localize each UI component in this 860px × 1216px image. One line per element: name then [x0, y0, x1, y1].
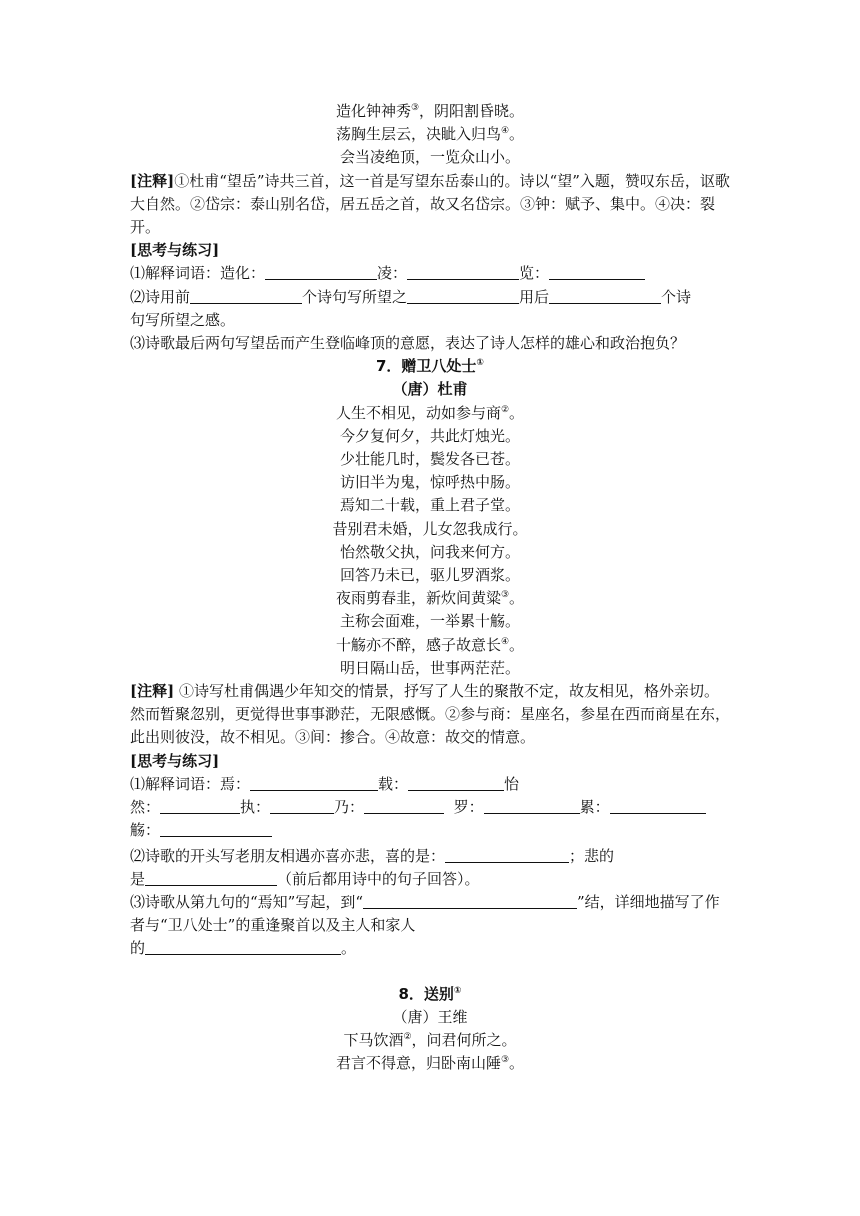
footnote-mark: ② [403, 1031, 412, 1042]
footnote-mark: ④ [500, 636, 510, 647]
verse-line: 下马饮酒②，问君何所之。 [343, 1030, 517, 1049]
verse-line: 人生不相见，动如参与商②。 [335, 403, 525, 422]
spacer [130, 961, 730, 983]
verse-line: 焉知二十载，重上君子堂。 [339, 496, 520, 515]
verse-line: 君言不得意，归卧南山陲③。 [335, 1054, 525, 1073]
exercise-heading: [思考与练习] [130, 751, 220, 770]
note-label: [注释] [130, 171, 175, 190]
footnote-mark: ② [500, 404, 510, 415]
verse-line: 昔别君未婚，儿女忽我成行。 [332, 519, 528, 538]
verse-line: 今夕复何夕，共此灯烛光。 [339, 426, 520, 445]
verse-line: 夜雨剪春韭，新炊间黄粱③。 [335, 589, 525, 608]
question-1-cont: 然： 执： 乃： 罗： 累： [130, 796, 730, 819]
document-page [130, 100, 730, 1075]
verse-line: 造化钟神秀③，阴阳割昏晓。 [335, 102, 525, 120]
poem7-verse [130, 402, 730, 680]
exercise-heading: [思考与练习] [130, 241, 220, 260]
verse-line: 主称会面难，一举累十觞。 [339, 612, 520, 631]
answer-blank[interactable] [160, 821, 272, 837]
footnote-mark: ③ [500, 1055, 510, 1066]
verse-line: 十觞亦不醉，感子故意长④。 [335, 635, 525, 654]
answer-blank[interactable] [265, 264, 377, 280]
footnote-mark: ① [476, 358, 485, 369]
poem8-author: （唐）王维 [392, 1007, 468, 1026]
question-3-cont: 的 。 [130, 939, 357, 958]
question-2-cont: 是 （前后都用诗中的句子回答）。 [130, 869, 480, 888]
verse-line: 荡胸生层云，决眦入归鸟④。 [335, 125, 525, 144]
note-text: ①诗写杜甫偶遇少年知交的情景，抒写了人生的聚散不定，故友相见，格外亲切。然而暂聚忽别，更觉得世事事渺茫，无限感慨。②参与商：星座名，参星在西而商星在东，此出则彼没，故不相见。③间：掺合。④故意：故交的情意。 [130, 682, 731, 747]
answer-blank[interactable] [408, 775, 504, 791]
answer-blank[interactable] [407, 288, 519, 304]
question-1: ⑴解释词语：造化： 凌： 览： [130, 262, 730, 285]
poem6-notes [130, 170, 730, 240]
answer-blank[interactable] [549, 288, 661, 304]
answer-blank[interactable] [270, 798, 334, 814]
question-1-cont2: 觞： [130, 819, 730, 842]
answer-blank[interactable] [363, 893, 577, 909]
answer-blank[interactable] [160, 798, 240, 814]
answer-blank[interactable] [145, 939, 341, 955]
footnote-mark: ③ [500, 590, 510, 601]
verse-line: 回答乃未已，驱儿罗酒浆。 [339, 566, 520, 585]
verse-line: 访旧半为鬼，惊呼热中肠。 [339, 473, 520, 492]
answer-blank[interactable] [364, 798, 444, 814]
question-3: ⑶诗歌最后两句写望岳而产生登临峰顶的意愿，表达了诗人怎样的雄心和政治抱负？ [130, 334, 686, 353]
poem8-verse [130, 1029, 730, 1075]
poem7-notes [130, 680, 730, 750]
question-2: ⑵诗歌的开头写老朋友相遇亦喜亦悲，喜的是： ；悲的 [130, 846, 615, 865]
verse-line: 怡然敬父执，问我来何方。 [339, 542, 520, 561]
answer-blank[interactable] [484, 798, 580, 814]
footnote-mark: ① [453, 985, 462, 996]
verse-line: 少壮能几时，鬓发各已苍。 [339, 450, 520, 469]
question-2: ⑵诗用前 个诗句写所望之 用后 个诗 [130, 287, 692, 306]
verse-line: 明日隔山岳，世事两茫茫。 [339, 658, 520, 677]
note-text: ①杜甫“望岳”诗共三首，这一首是写望东岳泰山的。诗以“望”入题，赞叹东岳，讴歌大自然。②岱宗：泰山别名岱，居五岳之首，故又名岱宗。③钟：赋予、集中。④决：裂开。 [130, 171, 730, 237]
answer-blank[interactable] [549, 264, 645, 280]
answer-blank[interactable] [445, 847, 569, 863]
note-label: [注释] [130, 682, 175, 701]
answer-blank[interactable] [145, 870, 277, 886]
question-1: ⑴解释词语：焉： 载： 怡 [130, 774, 520, 793]
poem8-title: 8．送别① [398, 984, 462, 1003]
answer-blank[interactable] [610, 798, 706, 814]
verse-line: 会当凌绝顶，一览众山小。 [339, 148, 520, 167]
poem6-verse [130, 100, 730, 170]
question-2-cont: 句写所望之感。 [130, 310, 236, 329]
poem7-title: 7．赠卫八处士① [375, 357, 485, 376]
answer-blank[interactable] [407, 264, 519, 280]
answer-blank[interactable] [250, 775, 378, 791]
question-3: ⑶诗歌从第九句的“焉知”写起，到“ ”结，详细地描写了作者与“卫八处士”的重逢聚首以及主人和家人 [130, 892, 720, 935]
answer-blank[interactable] [190, 288, 302, 304]
footnote-mark: ④ [500, 126, 510, 137]
poem7-author: （唐）杜甫 [392, 380, 468, 399]
footnote-mark: ③ [410, 103, 420, 113]
